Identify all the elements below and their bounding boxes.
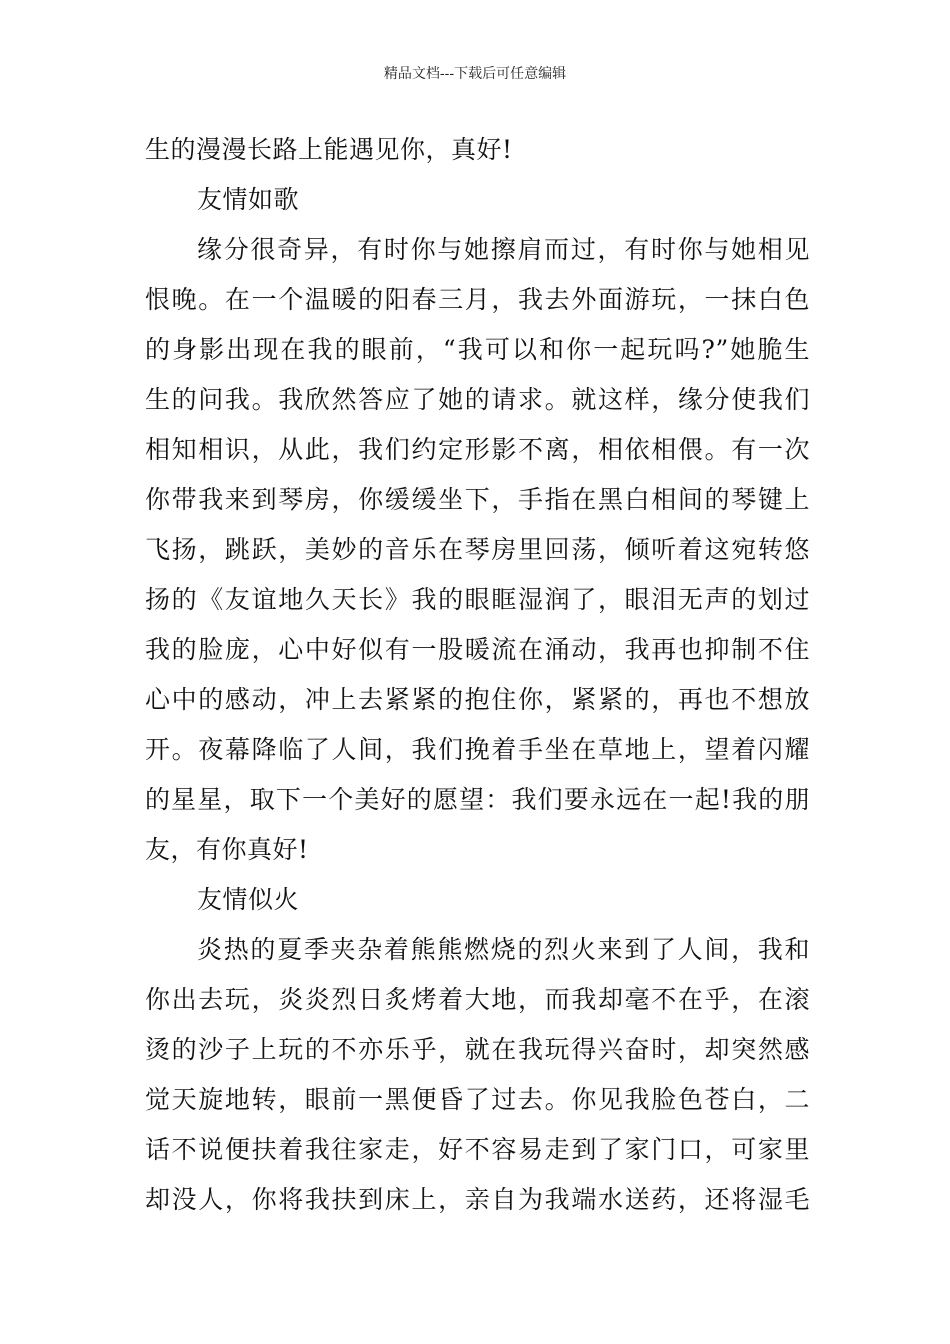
text-line: 生的问我。我欣然答应了她的请求。就这样，缘分使我们 <box>145 385 810 414</box>
text-line: 飞扬，跳跃，美妙的音乐在琴房里回荡，倾听着这宛转悠 <box>145 535 810 564</box>
text-line: 炎热的夏季夹杂着熊熊燃烧的烈火来到了人间，我和 <box>197 935 810 964</box>
text-line: 心中的感动，冲上去紧紧的抱住你，紧紧的，再也不想放 <box>145 685 810 714</box>
text-line: 话不说便扶着我往家走，好不容易走到了家门口，可家里 <box>145 1135 810 1164</box>
text-line: 觉天旋地转，眼前一黑便昏了过去。你见我脸色苍白，二 <box>145 1085 810 1114</box>
text-line: 扬的《友谊地久天长》我的眼眶湿润了，眼泪无声的划过 <box>145 585 810 614</box>
text-line: 缘分很奇异，有时你与她擦肩而过，有时你与她相见 <box>197 235 810 264</box>
section-heading: 友情似火 <box>197 885 300 914</box>
text-line: 相知相识，从此，我们约定形影不离，相依相偎。有一次 <box>145 435 810 464</box>
text-line: 我的脸庞，心中好似有一股暖流在涌动，我再也抑制不住 <box>145 635 810 664</box>
section-heading: 友情如歌 <box>197 185 300 214</box>
page-header: 精品文档---下载后可任意编辑 <box>383 66 567 82</box>
text-line: 开。夜幕降临了人间，我们挽着手坐在草地上，望着闪耀 <box>145 735 810 764</box>
text-line: 烫的沙子上玩的不亦乐乎，就在我玩得兴奋时，却突然感 <box>145 1035 810 1064</box>
text-line: 却没人，你将我扶到床上，亲自为我端水送药，还将湿毛 <box>145 1185 810 1214</box>
text-line: 生的漫漫长路上能遇见你，真好! <box>145 135 513 164</box>
document-body <box>145 125 810 1225</box>
text-line: 友，有你真好! <box>145 835 309 864</box>
text-line: 你出去玩，炎炎烈日炙烤着大地，而我却毫不在乎，在滚 <box>145 985 810 1014</box>
text-line: 恨晚。在一个温暖的阳春三月，我去外面游玩，一抹白色 <box>145 285 810 314</box>
text-line: 的身影出现在我的眼前，“我可以和你一起玩吗?”她脆生 <box>145 335 810 364</box>
text-line: 的星星，取下一个美好的愿望：我们要永远在一起!我的朋 <box>145 785 810 814</box>
text-line: 你带我来到琴房，你缓缓坐下，手指在黑白相间的琴键上 <box>145 485 810 514</box>
